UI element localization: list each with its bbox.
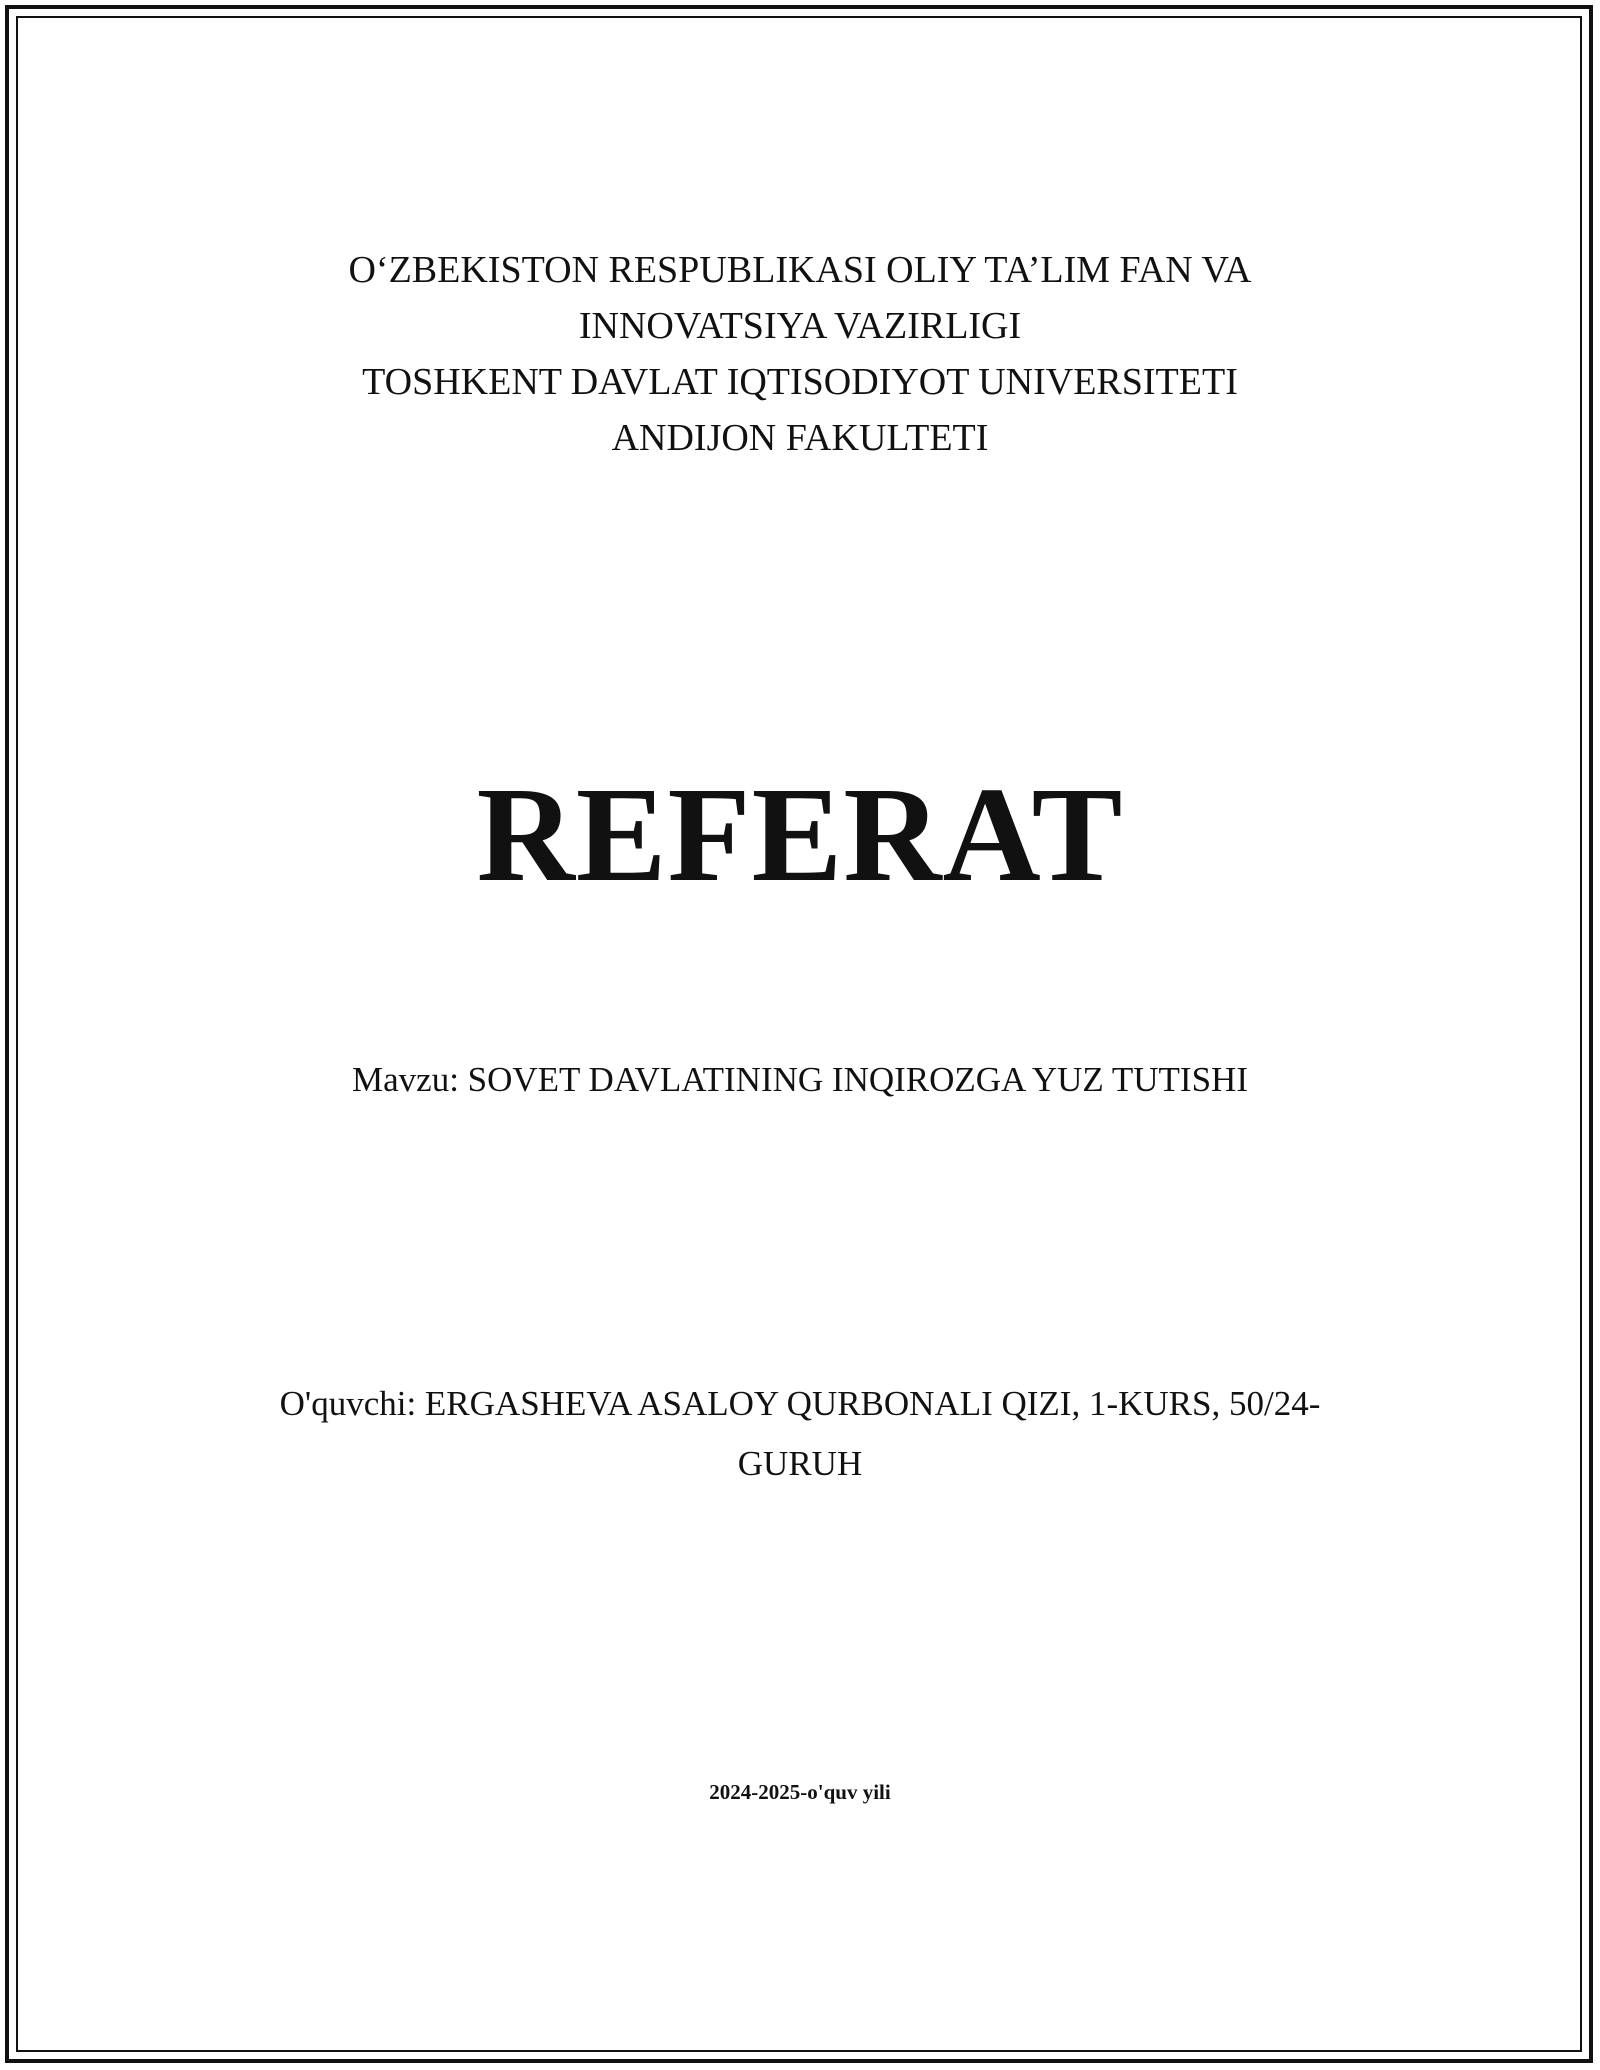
academic-year: 2024-2025-o'quv yili xyxy=(709,1780,891,1804)
header-line-ministry-1: O‘ZBEKISTON RESPUBLIKASI OLIY TA’LIM FAN VA xyxy=(348,249,1252,291)
student-line-2: GURUH xyxy=(737,1444,863,1483)
topic-line: Mavzu: SOVET DAVLATINING INQIROZGA YUZ TUTISHI xyxy=(352,1060,1248,1099)
document-title: REFERAT xyxy=(476,760,1124,910)
header-line-ministry-2: INNOVATSIYA VAZIRLIGI xyxy=(578,305,1022,347)
student-info xyxy=(0,1374,1600,1494)
header-line-university: TOSHKENT DAVLAT IQTISODIYOT UNIVERSITETI xyxy=(362,361,1238,403)
institution-header xyxy=(0,242,1600,466)
header-line-faculty: ANDIJON FAKULTETI xyxy=(611,417,989,459)
student-line-1: O'quvchi: ERGASHEVA ASALOY QURBONALI QIZI, 1-KURS, 50/24- xyxy=(279,1384,1321,1423)
